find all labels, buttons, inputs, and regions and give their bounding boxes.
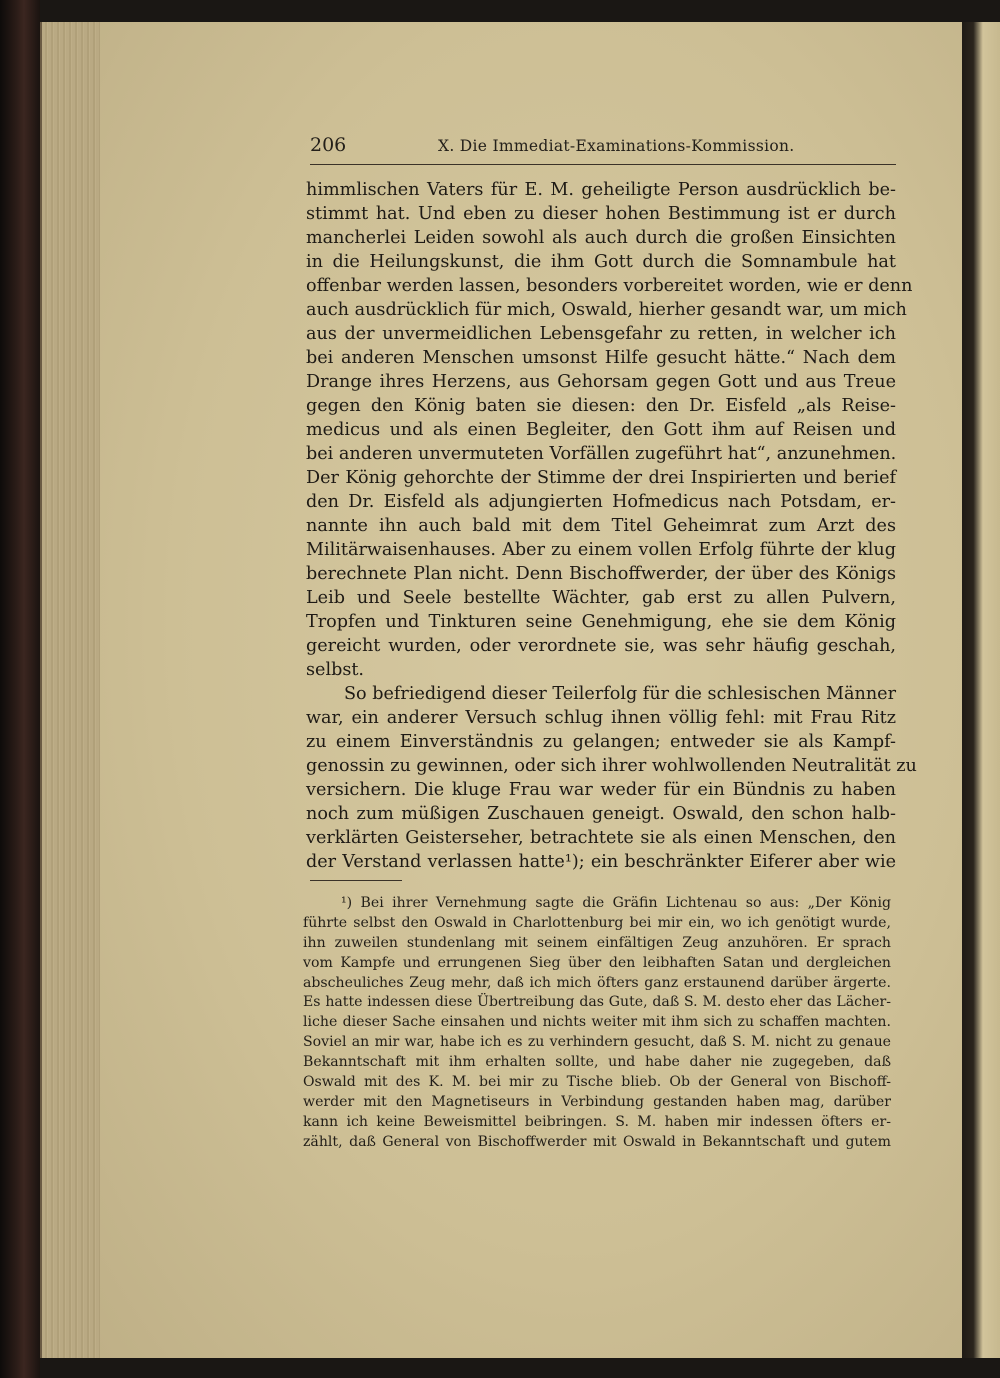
footnote-line: vom Kampfe und errungenen Sieg über den leibhaften Satan und dergleichen — [303, 954, 891, 971]
body-line: genossin zu gewinnen, oder sich ihrer wohlwollenden Neutralität zu — [306, 756, 917, 776]
body-line: noch zum müßigen Zuschauen geneigt. Oswald, den schon halb- — [306, 804, 896, 824]
body-line: selbst. — [306, 660, 365, 680]
body-line: gereicht wurden, oder verordnete sie, was sehr häufig geschah, — [306, 636, 896, 656]
body-line: Tropfen und Tinkturen seine Genehmigung, ehe sie dem König — [306, 612, 896, 632]
body-line: in die Heilungskunst, die ihm Gott durch die Somnambule hat — [306, 252, 896, 272]
footnote — [303, 894, 891, 1153]
body-line: bei anderen Menschen umsonst Hilfe gesucht hätte.“ Nach dem — [306, 348, 896, 368]
footnote-line: ¹) Bei ihrer Vernehmung sagte die Gräfin Lichtenau so aus: „Der König — [341, 895, 891, 911]
footnote-line: werder mit den Magnetiseurs in Verbindung gestanden haben mag, darüber — [303, 1093, 891, 1110]
body-line: stimmt hat. Und eben zu dieser hohen Bestimmung ist er durch — [306, 204, 896, 224]
body-line: So befriedigend dieser Teilerfolg für die schlesischen Männer — [344, 684, 896, 704]
body-line: offenbar werden lassen, besonders vorbereitet worden, wie er denn — [306, 276, 913, 296]
body-line: der Verstand verlassen hatte¹); ein beschränkter Eiferer aber wie — [306, 852, 896, 872]
body-line: den Dr. Eisfeld als adjungierten Hofmedicus nach Potsdam, er- — [306, 492, 896, 512]
body-line: gegen den König baten sie diesen: den Dr. Eisfeld „als Reise- — [306, 396, 896, 416]
body-line: aus der unvermeidlichen Lebensgefahr zu retten, in welcher ich — [306, 324, 896, 344]
footnote-line: zählt, daß General von Bischoffwerder mit Oswald in Bekanntschaft und gutem — [303, 1133, 891, 1150]
body-line: Leib und Seele bestellte Wächter, gab erst zu allen Pulvern, — [306, 588, 896, 608]
footnote-rule — [310, 880, 402, 881]
running-head: X. Die Immediat-Examinations-Kommission. — [438, 137, 795, 155]
footnote-line: abscheuliches Zeug mehr, daß ich mich öfters ganz erstaunend darüber ärgerte. — [303, 974, 891, 991]
body-line: medicus und als einen Begleiter, den Gott ihm auf Reisen und — [306, 420, 896, 440]
body-line: nannte ihn auch bald mit dem Titel Geheimrat zum Arzt des — [306, 516, 896, 536]
body-line: versichern. Die kluge Frau war weder für ein Bündnis zu haben — [306, 780, 896, 800]
body-line: war, ein anderer Versuch schlug ihnen völlig fehl: mit Frau Ritz — [306, 708, 896, 728]
body-line: Militärwaisenhauses. Aber zu einem vollen Erfolg führte der klug — [306, 540, 896, 560]
footnote-line: liche dieser Sache einsahen und nichts weiter mit ihm sich zu schaffen machten. — [303, 1014, 891, 1031]
footnote-line: Es hatte indessen diese Übertreibung das Gute, daß S. M. desto eher das Lächer- — [303, 994, 891, 1011]
facing-page-edge — [962, 22, 1000, 1358]
body-line: Drange ihres Herzens, aus Gehorsam gegen Gott und aus Treue — [306, 372, 896, 392]
footnote-line: ihn zuweilen stundenlang mit seinem einfältigen Zeug anzuhören. Er sprach — [303, 934, 891, 951]
footnote-line: Bekanntschaft mit ihm erhalten sollte, und habe daher nie zugegeben, daß — [303, 1054, 891, 1071]
footnote-line: Oswald mit des K. M. bei mir zu Tische blieb. Ob der General von Bischoff- — [303, 1074, 891, 1091]
page-number: 206 — [310, 134, 347, 156]
header-rule — [310, 164, 896, 165]
page-header — [310, 134, 896, 160]
body-line: verklärten Geisterseher, betrachtete sie als einen Menschen, den — [306, 828, 896, 848]
body-line: berechnete Plan nicht. Denn Bischoffwerder, der über des Königs — [306, 564, 896, 584]
body-text — [306, 178, 917, 874]
footnote-line: führte selbst den Oswald in Charlottenburg bei mir ein, wo ich genötigt wurde, — [303, 914, 891, 931]
body-line: auch ausdrücklich für mich, Oswald, hierher gesandt war, um mich — [306, 300, 907, 320]
footnote-line: Soviel an mir war, habe ich es zu verhindern gesucht, daß S. M. nicht zu genaue — [303, 1034, 891, 1051]
body-line: zu einem Einverständnis zu gelangen; entweder sie als Kampf- — [306, 732, 896, 752]
footnote-line: kann ich keine Beweismittel beibringen. S. M. haben mir indessen öfters er- — [303, 1113, 891, 1130]
body-line: mancherlei Leiden sowohl als auch durch die großen Einsichten — [306, 228, 896, 248]
book-binding — [0, 0, 40, 1378]
body-line: himmlischen Vaters für E. M. geheiligte Person ausdrücklich be- — [306, 180, 896, 200]
body-line: bei anderen unvermuteten Vorfällen zugeführt hat“, anzunehmen. — [306, 444, 897, 464]
body-line: Der König gehorchte der Stimme der drei Inspirierten und berief — [306, 468, 896, 488]
